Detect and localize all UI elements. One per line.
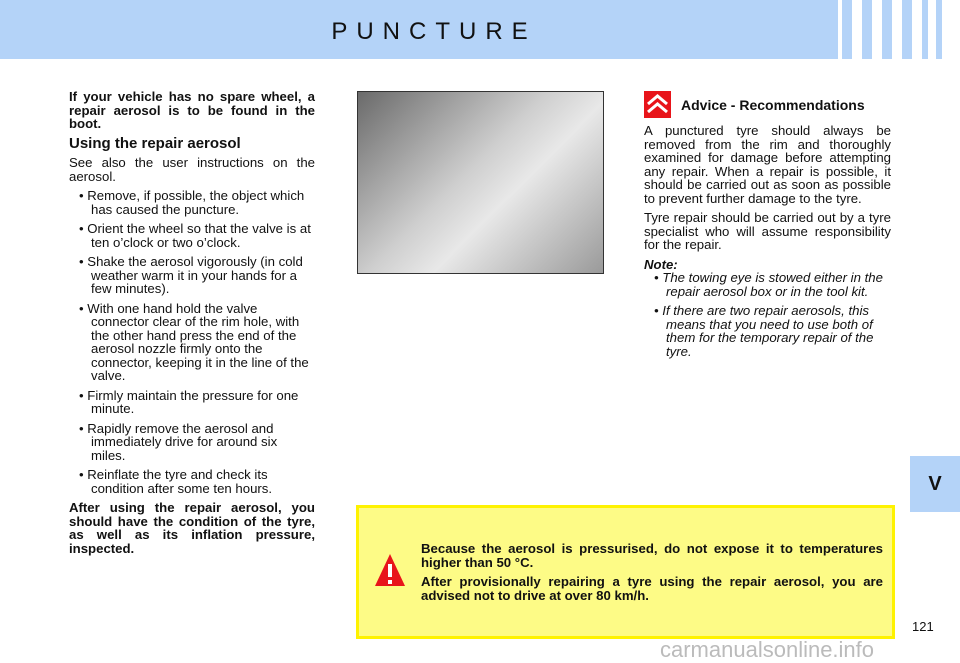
warning-icon: [374, 553, 406, 587]
advice-title: Advice - Recommendations: [681, 97, 865, 113]
list-item: • The towing eye is stowed either in the repair aerosol box or in the tool kit.: [654, 271, 891, 298]
list-item: • If there are two repair aerosols, this means that you need to use both of them for the temporary repair of the tyre.: [654, 304, 891, 358]
list-item: • Orient the wheel so that the valve is at ten o’clock or two o’clock.: [79, 222, 315, 249]
advice-paragraph: A punctured tyre should always be removed from the rim and thoroughly examined for damage before attempting any repair. When a repair is possible, it should be carried out as soon as possible to prevent further damage to the tyre.: [644, 123, 891, 206]
steps-list: [69, 189, 315, 495]
section-tab[interactable]: V: [910, 456, 960, 512]
header-stripe: [902, 0, 912, 59]
header-stripe: [882, 0, 892, 59]
list-item: • Rapidly remove the aerosol and immediately drive for around six miles.: [79, 422, 315, 463]
watermark: carmanualsonline.info: [660, 637, 875, 662]
advice-column: [644, 124, 891, 364]
closing-text: After using the repair aerosol, you should have the condition of the tyre, as well as its inflation pressure, inspected.: [69, 500, 315, 556]
intro-text: If your vehicle has no spare wheel, a repair aerosol is to be found in the boot.: [69, 89, 315, 131]
note-label: Note:: [644, 256, 678, 272]
lead-text: See also the user instructions on the aerosol.: [69, 155, 315, 184]
list-item: • Firmly maintain the pressure for one minute.: [79, 389, 315, 416]
warning-text: Because the aerosol is pressurised, do not expose it to temperatures higher than 50 °C.: [421, 541, 883, 570]
list-item: • Remove, if possible, the object which has caused the puncture.: [79, 189, 315, 216]
advice-paragraph: Tyre repair should be carried out by a tyre specialist who will assume responsibility for the repair.: [644, 210, 891, 252]
left-column: [69, 90, 315, 561]
list-item: • Reinflate the tyre and check its condition after some ten hours.: [79, 468, 315, 495]
aerosol-photo: [357, 91, 604, 274]
page-title: PUNCTURE: [331, 18, 537, 45]
notes-list: [644, 271, 891, 358]
header-stripe: [936, 0, 942, 59]
header-stripe: [922, 0, 928, 59]
list-item: • Shake the aerosol vigorously (in cold weather warm it in your hands for a few minutes).: [79, 255, 315, 296]
warning-text: After provisionally repairing a tyre using the repair aerosol, you are advised not to drive at over 80 km/h.: [421, 574, 883, 603]
citroen-logo-icon: [644, 91, 671, 118]
header-stripe: [862, 0, 872, 59]
page-number: 121: [912, 619, 934, 634]
section-heading: Using the repair aerosol: [69, 134, 241, 152]
warning-box: [356, 505, 895, 639]
header-stripe: [842, 0, 852, 59]
list-item: • With one hand hold the valve connector clear of the rim hole, with the other hand press the end of the aerosol nozzle firmly onto the connector, keeping it in the line of the valve.: [79, 302, 315, 383]
